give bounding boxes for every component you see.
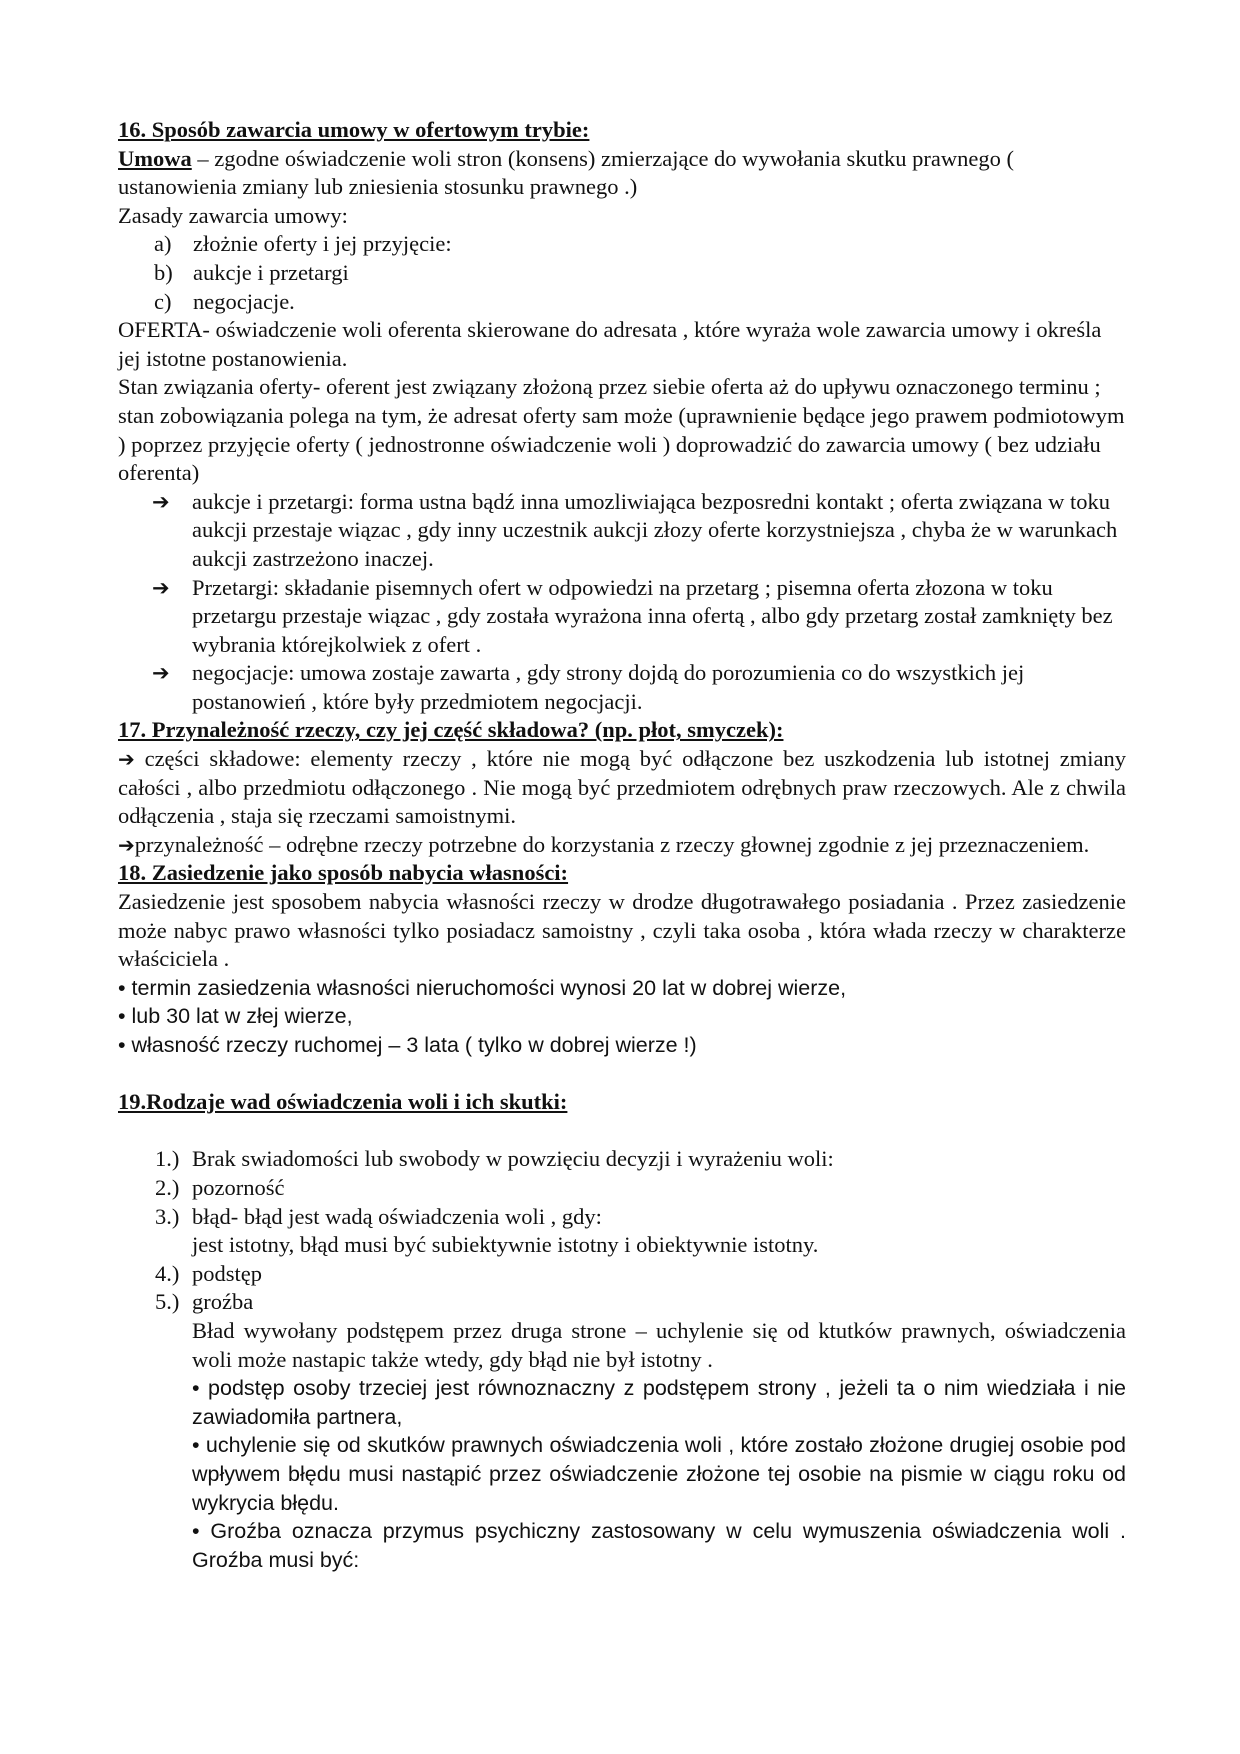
- list-item-text: pozorność: [192, 1174, 285, 1200]
- stan-paragraph: Stan związania oferty- oferent jest związany złożoną przez siebie oferta aż do upływu oznaczonego terminu ; stan zobowiązania polega na tym, że adresat oferty sam może (uprawnienie będące jego prawem podmiotowym ) poprzez przyjęcie oferty ( jednostronne oświadczenie woli ) doprowadzić do zawarcia umowy ( bez udziału oferenta): [118, 374, 1125, 486]
- list-item-text: negocjacje.: [193, 288, 295, 314]
- arrow-icon: ➔: [152, 661, 170, 686]
- list-marker: b): [154, 259, 173, 285]
- bullet-item: • własność rzeczy ruchomej – 3 lata ( tylko w dobrej wierze !): [118, 1033, 697, 1057]
- list-item: [118, 1174, 1126, 1203]
- wady-list: [118, 1145, 1126, 1231]
- arrow-item: [118, 659, 1126, 716]
- list-item-text: błąd- błąd jest wadą oświadczenia woli , gdy:: [192, 1203, 602, 1229]
- arrow-icon: ➔: [118, 832, 135, 857]
- list-marker: 4.): [155, 1260, 180, 1286]
- spacer: [118, 1117, 1126, 1146]
- list-item: [118, 288, 1126, 317]
- bullet-item: • Groźba oznacza przymus psychiczny zastosowany w celu wymuszenia oświadczenia woli . Groźba musi być:: [192, 1519, 1126, 1572]
- przynaleznosc-text: przynależność – odrębne rzeczy potrzebne do korzystania z rzeczy głownej zgodnie z jej przeznaczeniem.: [134, 831, 1090, 857]
- arrow-item-text: aukcje i przetargi: forma ustna bądź inna umozliwiająca bezposredni kontakt ; oferta związana w toku aukcji przestaje wiązac , gdy inny uczestnik aukcji złozy oferte korzystniejsza , chyba że w warunkach aukcji zastrzeżono inaczej.: [192, 488, 1118, 571]
- bullet-item: • podstęp osoby trzeciej jest równoznaczny z podstępem strony , jeżeli ta o nim wiedziała i nie zawiadomiła partnera,: [192, 1376, 1126, 1429]
- umowa-definition-text: – zgodne oświadczenie woli stron (konsens) zmierzające do wywołania skutku prawnego ( ustanowienia zmiany lub zniesienia stosunku prawnego .): [118, 145, 1014, 200]
- list-item-text: groźba: [192, 1289, 254, 1315]
- list-item: [118, 1145, 1126, 1174]
- section-18-heading: 18. Zasiedzenie jako sposób nabycia własności:: [118, 860, 569, 886]
- list-marker: 5.): [155, 1289, 180, 1315]
- blad-continuation: jest istotny, błąd musi być subiektywnie istotny i obiektywnie istotny.: [192, 1232, 819, 1258]
- zasady-list: [118, 230, 1126, 316]
- bullet-item: • uchylenie się od skutków prawnych oświadczenia woli , które zostało złożone drugiej osobie pod wpływem błędu musi nastąpić przez oświadczenie złożone tej osobie na pismie w ciągu roku od wykrycia błędu.: [192, 1433, 1126, 1515]
- list-item: [118, 259, 1126, 288]
- spacer: [118, 1060, 1126, 1089]
- bullet-item: • lub 30 lat w złej wierze,: [118, 1004, 353, 1029]
- umowa-definition: [118, 145, 1126, 202]
- arrow-item-text: negocjacje: umowa zostaje zawarta , gdy strony dojdą do porozumienia co do wszystkich jej postanowień , które były przedmiotem negocjacji.: [192, 660, 1025, 714]
- wady-list-continued: [118, 1260, 1126, 1317]
- arrow-icon: ➔: [118, 747, 135, 772]
- document-page: [118, 116, 1126, 1574]
- arrow-icon: ➔: [152, 575, 170, 600]
- oferta-paragraph: OFERTA- oświadczenie woli oferenta skierowane do adresata , które wyraża wole zawarcia umowy i określa jej istotne postanowienia.: [118, 317, 1102, 371]
- arrow-item-text: Przetargi: składanie pisemnych ofert w odpowiedzi na przetarg ; pisemna oferta złozona w toku przetargu przestaje wiązac , gdy została wyrażona inna ofertą , albo gdy przetarg został zamknięty bez wybrania którejkolwiek z ofert .: [192, 574, 1113, 657]
- list-marker: 2.): [155, 1174, 180, 1200]
- bullet-item: • termin zasiedzenia własności nieruchomości wynosi 20 lat w dobrej wierze,: [118, 975, 847, 1000]
- list-marker: c): [154, 288, 172, 314]
- blad-podstep-paragraph: Bład wywołany podstępem przez druga strone – uchylenie się od ktutków prawnych, oświadczenia woli może nastapic także wtedy, gdy błąd nie był istotny .: [192, 1317, 1126, 1372]
- arrow-icon: ➔: [152, 489, 170, 514]
- umowa-term: Umowa: [118, 145, 192, 171]
- przynaleznosc-paragraph: [118, 831, 1126, 860]
- section-16-heading: 16. Sposób zawarcia umowy w ofertowym trybie:: [118, 117, 590, 142]
- list-marker: 1.): [155, 1146, 180, 1172]
- list-marker: 3.): [155, 1203, 180, 1229]
- section-17-heading: 17. Przynależność rzeczy, czy jej część składowa? (np. płot, smyczek):: [118, 717, 784, 743]
- list-item: [118, 230, 1126, 259]
- list-item-text: Brak swiadomości lub swobody w powzięciu decyzji i wyrażeniu woli:: [192, 1146, 834, 1172]
- list-item: [118, 1260, 1126, 1289]
- list-item: [118, 1203, 1126, 1232]
- czesci-skladowe-text: części składowe: elementy rzeczy , które nie mogą być odłączone bez uszkodzenia lub istotnej zmiany całości , albo przedmiotu odłączonego . Nie mogą być przedmiotem odrębnych praw rzeczowych. Ale z chwila odłączenia , staja się rzeczami samoistnymi.: [118, 746, 1126, 829]
- arrow-item: [118, 488, 1126, 574]
- list-item-text: złożnie oferty i jej przyjęcie:: [193, 231, 452, 257]
- zasady-label: Zasady zawarcia umowy:: [118, 202, 348, 228]
- arrow-list: [118, 488, 1126, 717]
- section-19-heading: 19.Rodzaje wad oświadczenia woli i ich skutki:: [118, 1089, 568, 1115]
- arrow-item: [118, 574, 1126, 660]
- list-item: [118, 1288, 1126, 1317]
- list-marker: a): [154, 231, 172, 257]
- zasiedzenie-paragraph: Zasiedzenie jest sposobem nabycia własności rzeczy w drodze długotrawałego posiadania . Przez zasiedzenie może nabyc prawo własności tylko posiadacz samoistny , czyli taka osoba , która włada rzeczy w charakterze właściciela .: [118, 889, 1126, 972]
- list-item-text: aukcje i przetargi: [193, 259, 349, 285]
- list-item-text: podstęp: [192, 1260, 262, 1286]
- czesci-skladowe-paragraph: [118, 745, 1126, 831]
